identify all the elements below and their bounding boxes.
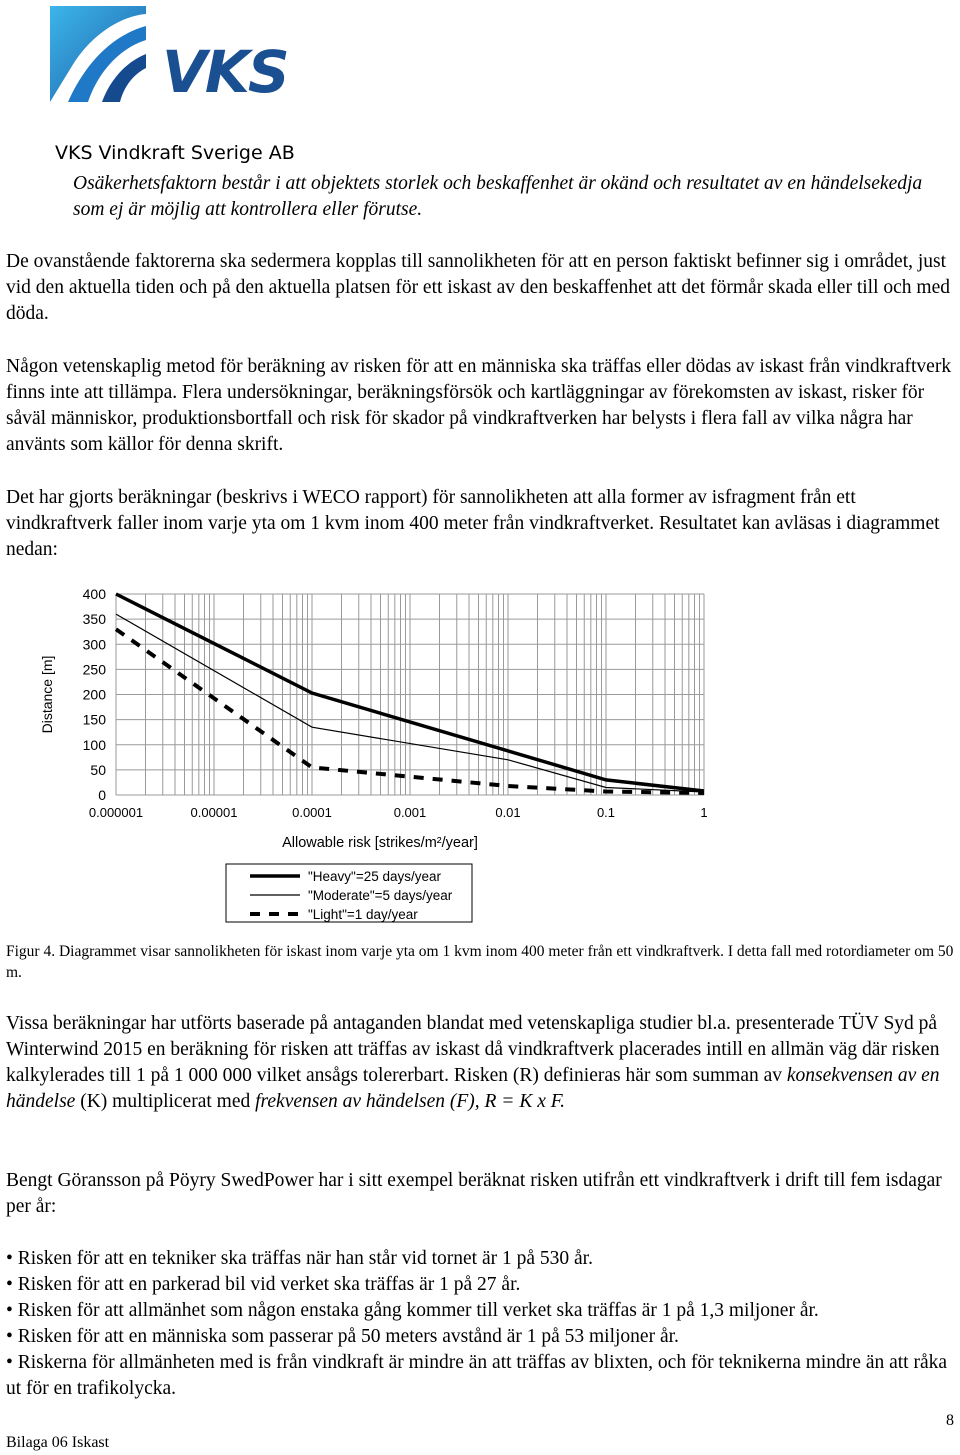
x-tick-label: 0.000001: [88, 805, 144, 820]
x-tick-label: 0.00001: [190, 805, 238, 820]
quote-text: Osäkerhetsfaktorn består i att objektets storlek och beskaffenhet är okänd och resultatet av en händelsekedja som ej är möjlig att kontrollera eller förutse.: [73, 173, 923, 220]
x-axis-label: Allowable risk [strikes/m²/year]: [282, 835, 478, 851]
y-tick-label: 150: [82, 711, 106, 728]
vks-logo: [50, 6, 288, 106]
x-tick-label: 0.01: [495, 805, 521, 820]
y-tick-label: 200: [82, 686, 106, 703]
y-axis-label: Distance [m]: [39, 655, 55, 734]
paragraph-4-emphasis-2: frekvensen av händelsen (F), R = K x F.: [255, 1091, 566, 1112]
footer-text: Bilaga 06 Iskast: [6, 1434, 110, 1451]
y-tick-label: 50: [90, 761, 106, 778]
list-item: • Riskerna för allmänheten med is från vindkraft är mindre än att träffas av blixten, och för teknikerna mindre än att råka ut för en trafikolycka.: [6, 1350, 960, 1402]
y-tick-label: 300: [82, 636, 106, 653]
y-tick-label: 100: [82, 736, 106, 753]
paragraph-4-text-b: (K) multiplicerat med: [75, 1091, 256, 1112]
paragraph-4-emphasis-1: konsekvensen av en händelse: [6, 1065, 940, 1112]
legend-label: "Moderate"=5 days/year: [308, 888, 453, 903]
company-name: VKS Vindkraft Sverige AB: [55, 142, 295, 164]
paragraph-4: [6, 1011, 960, 1115]
figure-caption: Figur 4. Diagrammet visar sannolikheten för iskast inom varje yta om 1 kvm inom 400 meter från ett vindkraftverk. I detta fall med rotordiameter om 50 m.: [6, 943, 954, 981]
list-item: • Risken för att en tekniker ska träffas när han står vid tornet är 1 på 530 år.: [6, 1246, 960, 1272]
x-tick-label: 0.0001: [292, 805, 332, 820]
logo-text: VKS: [162, 38, 288, 106]
x-tick-label: 0.1: [596, 805, 616, 820]
x-tick-label: 1: [700, 805, 708, 820]
paragraph-5: Bengt Göransson på Pöyry SwedPower har i sitt exempel beräknat risken utifrån ett vindkraftverk i drift till fem isdagar per år:: [6, 1170, 942, 1217]
y-tick-label: 400: [82, 586, 106, 602]
paragraph-2: Någon vetenskaplig metod för beräkning av risken för att en människa ska träffas eller dödas av iskast från vindkraftverk finns inte att tillämpa. Flera undersökningar, beräkningsförsök och kartläggningar av förekomsten av iskast, risker för såväl människor, produktionsbortfall och risk för skador på vindkraftverken har belysts i flera fall av vilka några har använts som källor för denna skrift.: [6, 356, 952, 455]
list-item: • Risken för att en parkerad bil vid verket ska träffas är 1 på 27 år.: [6, 1272, 960, 1298]
paragraph-3: Det har gjorts beräkningar (beskrivs i WECO rapport) för sannolikheten att alla former av isfragment från ett vindkraftverk faller inom varje yta om 1 kvm inom 400 meter från vindkraftverket. Resultatet kan avläsas i diagrammet nedan:: [6, 487, 940, 560]
page-number: 8: [946, 1412, 954, 1429]
legend-label: "Heavy"=25 days/year: [308, 869, 442, 884]
legend-label: "Light"=1 day/year: [308, 907, 418, 922]
paragraph-1: De ovanstående faktorerna ska sedermera kopplas till sannolikheten för att en person faktiskt befinner sig i området, just vid den aktuella tiden och på den aktuella platsen för ett iskast av den beskaffenhet att det förmår skada eller till och med döda.: [6, 251, 950, 324]
risk-distance-chart: [30, 580, 730, 930]
x-tick-label: 0.001: [393, 805, 427, 820]
y-tick-label: 250: [82, 661, 106, 678]
risk-bullet-list: [6, 1246, 960, 1402]
y-tick-label: 350: [82, 611, 106, 628]
y-tick-label: 0: [98, 787, 106, 803]
list-item: • Risken för att en människa som passerar på 50 meters avstånd är 1 på 53 miljoner år.: [6, 1324, 960, 1350]
paragraph-4-text-a: Vissa beräkningar har utförts baserade på antaganden blandat med vetenskapliga studier bl.a. presenterade TÜV Syd på Winterwind 2015 en beräkning för risken att träffas av iskast då vindkraftverk placerades intill en allmän väg där risken kalkylerades till 1 på 1 000 000 vilket ansågs tolererbart. Risken (R) definieras här som summan av: [6, 1013, 940, 1086]
list-item: • Risken för att allmänhet som någon enstaka gång kommer till verket ska träffas är 1 på 1,3 miljoner år.: [6, 1298, 960, 1324]
logo-mark-icon: [50, 6, 150, 106]
